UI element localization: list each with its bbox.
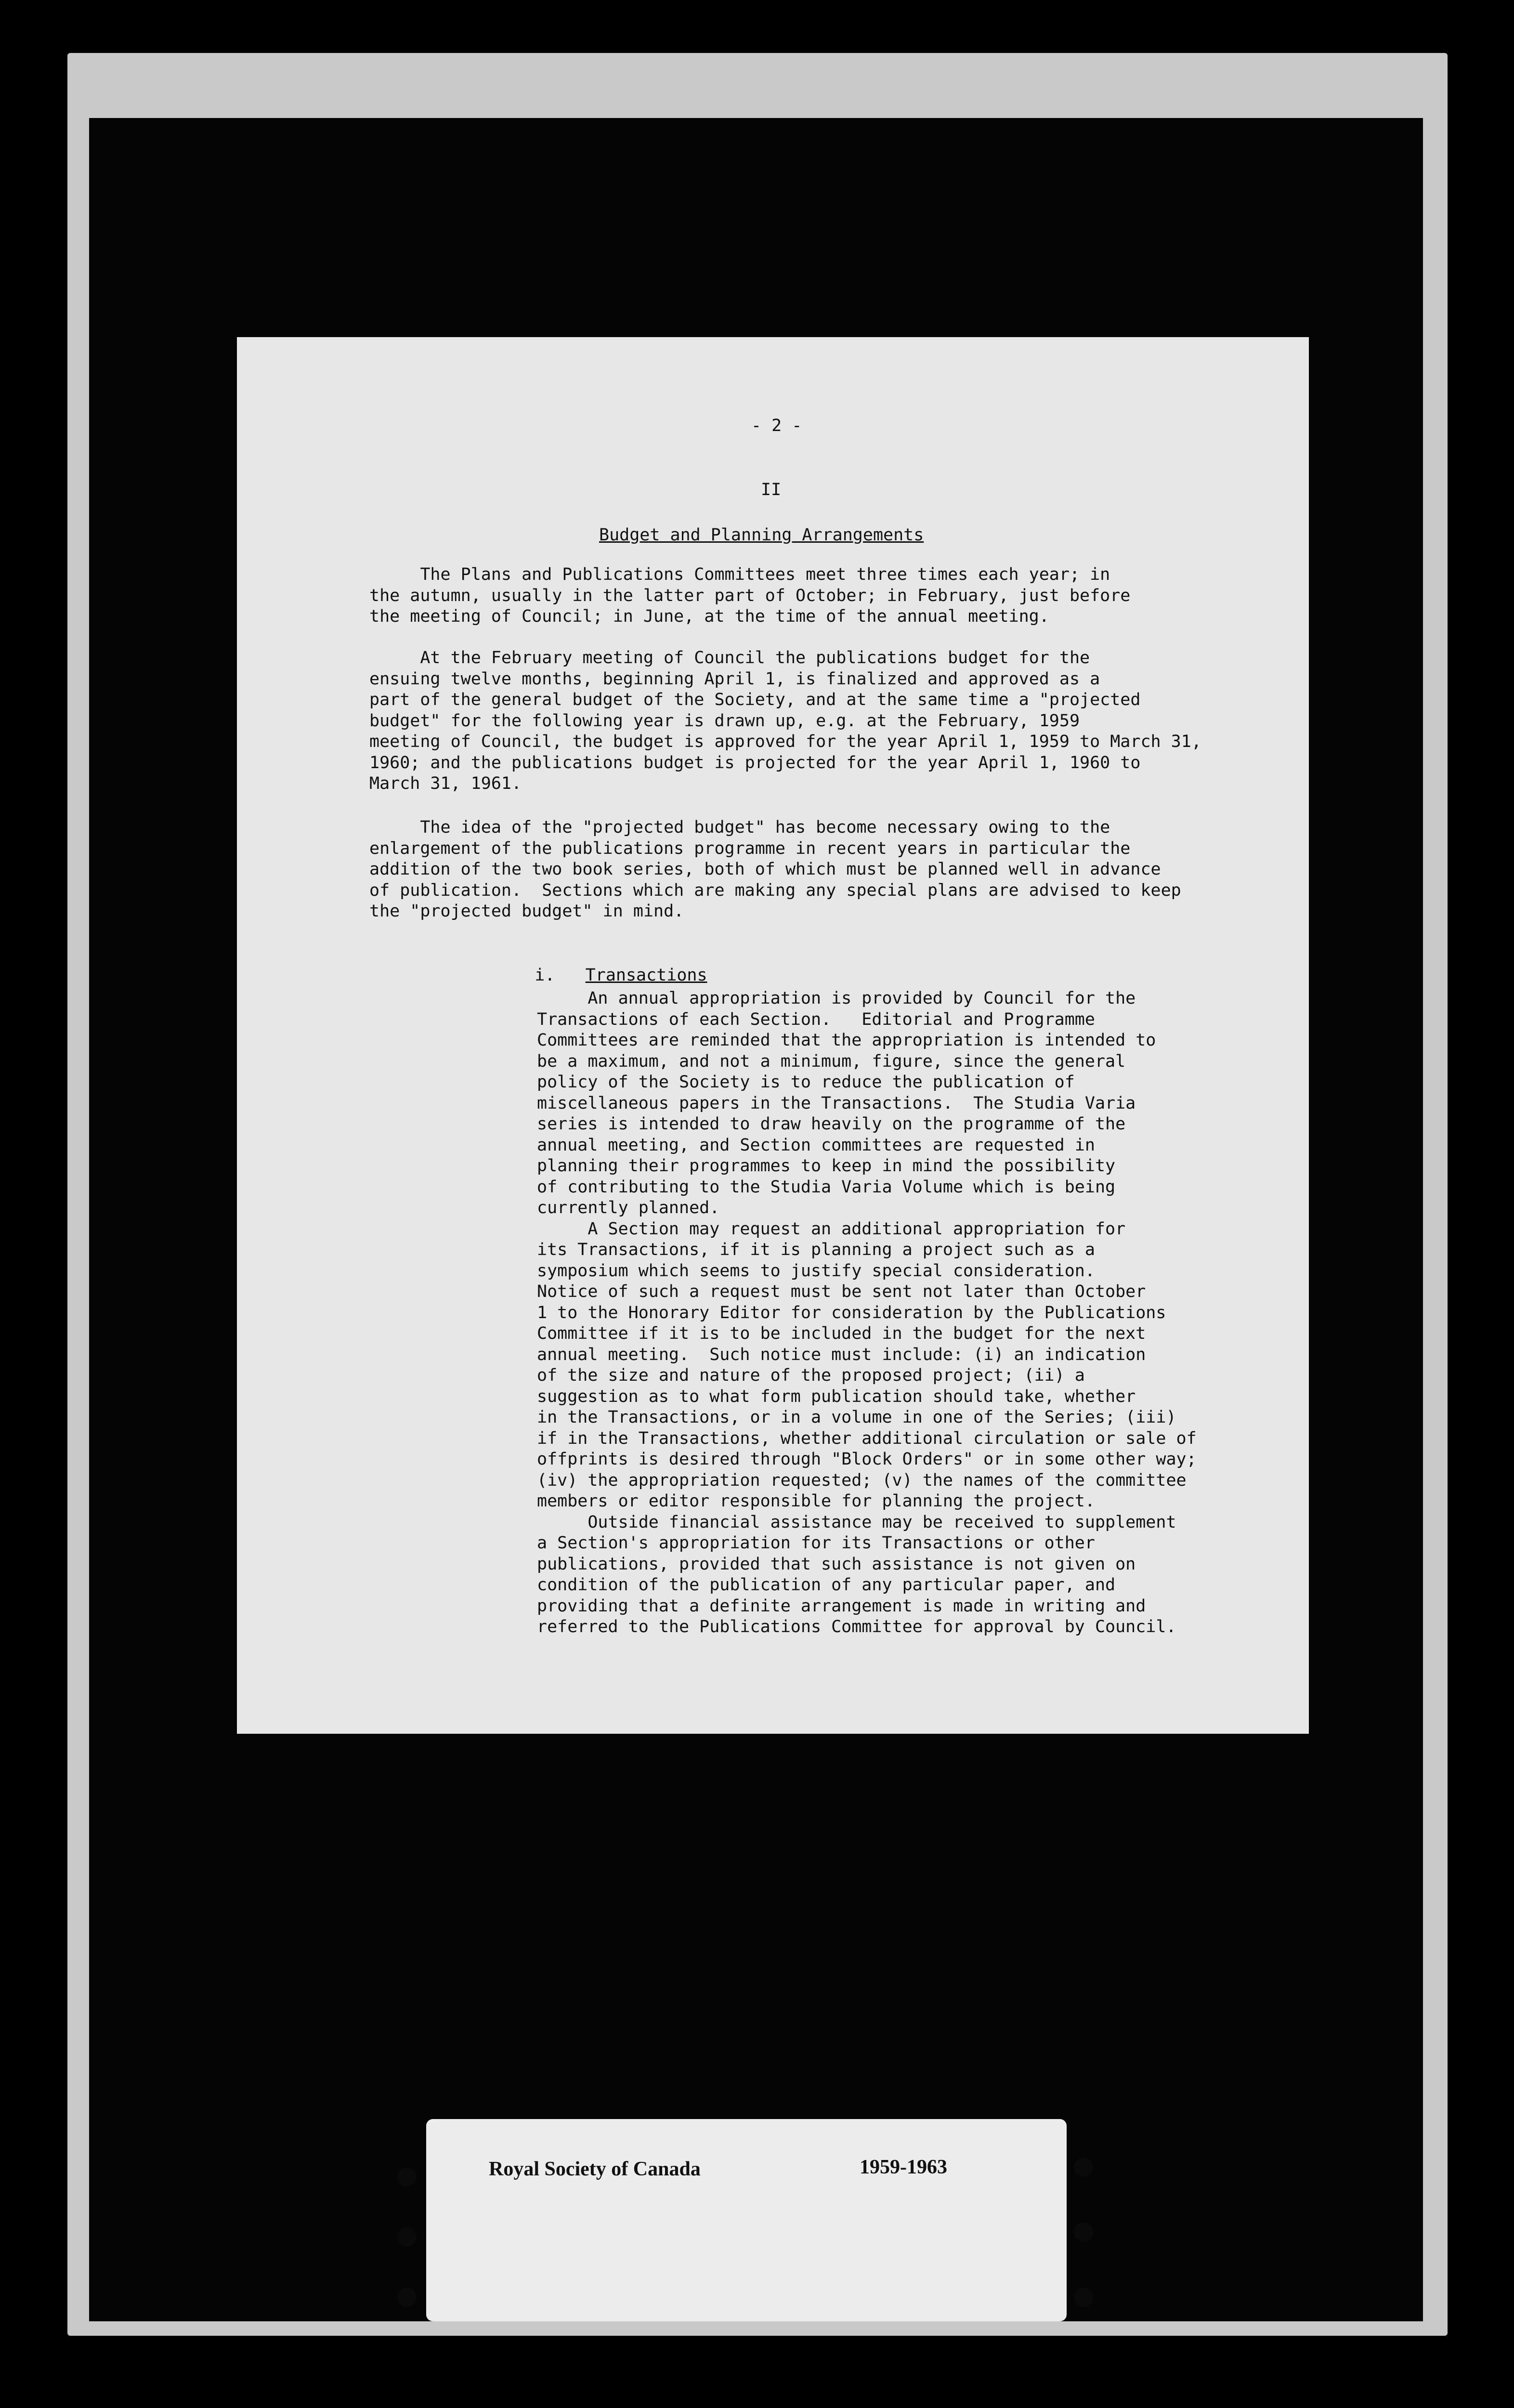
section-numeral: II	[761, 480, 782, 499]
sprocket-hole	[1074, 2223, 1093, 2242]
collection-label: Royal Society of Canada	[489, 2158, 701, 2180]
page-number: - 2 -	[751, 416, 802, 435]
document-page	[237, 337, 1309, 1734]
paragraph-projected-budget: The idea of the "projected budget" has become necessary owing to the enlargement of the publications programme in recent years in particular the addition of the two book series, both of which must be planned well in advance of publication. Sections which are making any special plans are advised to keep the "projected budget" in mind.	[369, 818, 1181, 921]
film-label-card	[426, 2119, 1067, 2321]
paragraph-meetings: The Plans and Publications Committees meet three times each year; in the autumn, usually in the latter part of October; in February, just before the meeting of Council; in June, at the time of the annual meeting.	[369, 565, 1131, 626]
subsection-body: An annual appropriation is provided by Council for the Transactions of each Section. Editorial and Programme Committees are reminded that the appropriation is intended to be a maximum, and not a minimum, figure, since the general policy of the Society is to reduce the publication of miscellaneous papers in the Transactions. The Studia Varia series is intended to draw heavily on the programme of the annual meeting, and Section committees are requested in planning their programmes to keep in mind the possibility of contributing to the Studia Varia Volume which is being currently planned. A Section may request an additional appropriation for its Transactions, if it is planning a project such as a symposium which seems to justify special consideration. Notice of such a request must be sent not later than October 1 to the Honorary Editor for consideration by the Publications Committee if it is to be included in the budget for the next annual meeting. Such notice must include: (i) an indication of the size and nature of the proposed project; (ii) a suggestion as to what form publication should take, whether in the Transactions, or in a volume in one of the Series; (iii) if in the Transactions, whether additional circulation or sale of offprints is desired through "Block Orders" or in some other way; (iv) the appropriation requested; (v) the names of the committee members or editor responsible for planning the project. Outside financial assistance may be received to supplement a Section's appropriation for its Transactions or other publications, provided that such assistance is not given on condition of the publication of any particular paper, and providing that a definite arrangement is made in writing and referred to the Publications Committee for approval by Council.	[537, 989, 1197, 1636]
subsection-title: Transactions	[585, 965, 707, 985]
sprocket-hole	[1074, 2158, 1093, 2177]
paragraph-budget: At the February meeting of Council the publications budget for the ensuing twelve months, beginning April 1, is finalized and approved as a part of the general budget of the Society, and at the same time a "projected budget" for the following year is drawn up, e.g. at the February, 1959 meeting of Council, the budget is approved for the year April 1, 1959 to March 31, 1960; and the publications budget is projected for the year April 1, 1960 to March 31, 1961.	[369, 648, 1201, 793]
section-title: Budget and Planning Arrangements	[599, 525, 924, 545]
subsection-number: i.	[535, 965, 555, 985]
sprocket-hole	[397, 2227, 417, 2247]
sprocket-hole	[397, 2167, 417, 2186]
sprocket-hole	[1074, 2288, 1093, 2307]
years-label: 1959-1963	[860, 2156, 947, 2178]
sprocket-hole	[397, 2288, 417, 2307]
